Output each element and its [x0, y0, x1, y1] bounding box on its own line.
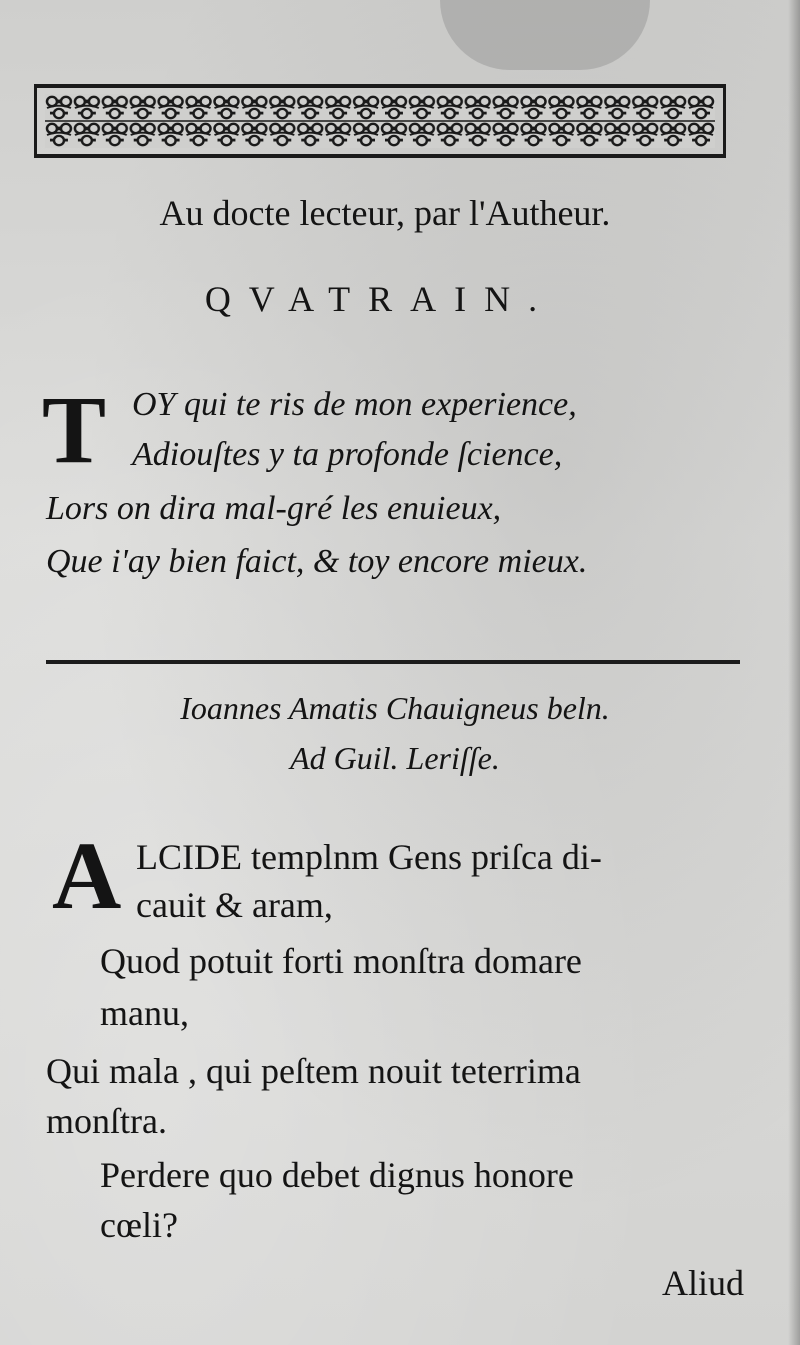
epigram-line-7: Perdere quo debet dignus honore: [100, 1155, 574, 1195]
epigram-line-3: Quod potuit forti monſtra domare: [100, 941, 582, 981]
drop-cap-a: A: [52, 822, 122, 929]
ornament-pattern: [45, 94, 715, 148]
epigram-line-6: monſtra.: [46, 1101, 167, 1141]
quatrain-line-4: Que i'ay bien faict, & toy encore mieux.: [46, 543, 588, 580]
epigram-line-5: Qui mala , qui peſtem nouit teterrima: [46, 1051, 581, 1091]
epigram-line-4: manu,: [100, 993, 189, 1033]
quatrain-line-2: Adiouſtes y ta profonde ſcience,: [132, 436, 563, 473]
quatrain-line-1: OY qui te ris de mon experience,: [132, 386, 577, 423]
section-divider: [46, 660, 740, 664]
catchword: Aliud: [661, 1263, 744, 1303]
epigram-line-1: LCIDE templnm Gens priſca di-: [136, 837, 602, 877]
epigram-line-8: cœli?: [100, 1205, 178, 1245]
page-edge-shadow: [788, 0, 800, 1345]
dedication-author: Ioannes Amatis Chauigneus beln.: [180, 690, 610, 726]
drop-cap-t: T: [42, 376, 107, 483]
ornamental-header-band: [34, 84, 726, 158]
quatrain-title: QVATRAIN.: [204, 279, 556, 319]
epigram-line-2: cauit & aram,: [136, 885, 333, 925]
quatrain-line-3: Lors on dira mal-gré les enuieux,: [46, 490, 502, 527]
dedication-recipient: Ad Guil. Leriſſe.: [290, 740, 500, 776]
page-heading: Au docte lecteur, par l'Autheur.: [159, 193, 611, 233]
page-stain: [440, 0, 650, 70]
